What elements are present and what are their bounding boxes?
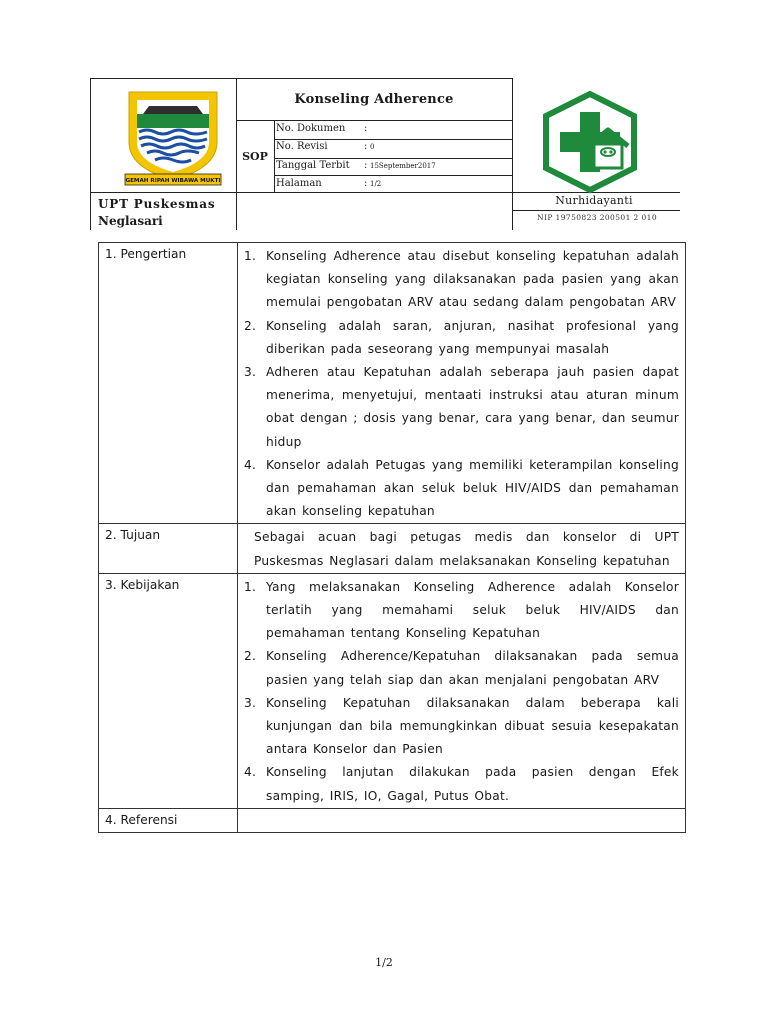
meta-key: Halaman [276,178,322,189]
meta-colon: : [364,160,368,171]
section-content [238,573,686,808]
meta-colon: : [364,141,368,152]
meta-row-revision [274,139,512,157]
section-label: 1. Pengertian [99,243,238,524]
list-item [244,576,679,646]
list-number: 2. [244,649,257,664]
list-item [244,692,679,762]
list-number: 1. [244,579,257,594]
document-title: Konseling Adherence [294,92,454,107]
list-text: Konseling adalah saran, anjuran, nasihat profesional yang diberikan pada seseorang yang mempunyai masalah [266,318,679,356]
meta-value: 0 [370,143,375,151]
signatory-nip: NIP 19750823 200501 2 010 [537,213,657,222]
unit-name-line: UPT Puskesmas [98,197,216,211]
meta-colon: : [364,178,368,189]
list-item [244,361,679,454]
sop-label: SOP [242,150,268,163]
sop-header [90,78,680,230]
purpose-paragraph: Sebagai acuan bagi petugas medis dan konselor di UPT Puskesmas Neglasari dalam melaksanakan Konseling kepatuhan [254,530,679,568]
table-row [99,243,686,524]
regional-emblem-logo [123,88,223,188]
list-number: 3. [244,695,257,710]
list-item [244,315,679,361]
list-text: Konseling Adherence/Kepatuhan dilaksanakan pada semua pasien yang telah siap dan akan menjalani pengobatan ARV [266,649,679,687]
meta-key: No. Revisi [276,141,328,152]
meta-key: Tanggal Terbit [276,160,350,171]
list-item [244,245,679,315]
signature-border [512,210,680,211]
list-item [244,454,679,524]
section-label: 2. Tujuan [99,524,238,573]
section-content [238,524,686,573]
signatory-name: Nurhidayanti [555,194,633,207]
meta-value: 15September2017 [370,162,436,170]
list-number: 4. [244,457,257,472]
list-text: Yang melaksanakan Konseling Adherence adalah Konselor terlatih yang memahami seluk beluk HIV/AIDS dan pemahaman tentang Konseling Kepatuhan [266,579,679,641]
meta-row-page [274,176,512,194]
list-number: 2. [244,318,257,333]
header-left-border [90,78,91,230]
policy-list [244,576,679,808]
svg-text:GEMAH RIPAH WIBAWA MUKTI: GEMAH RIPAH WIBAWA MUKTI [125,178,221,184]
page-number: 1/2 [375,956,393,969]
definition-list [244,245,679,523]
header-divider [512,78,513,230]
section-content [238,808,686,832]
list-text: Adheren atau Kepatuhan adalah seberapa jauh pasien dapat menerima, menyetujui, mentaati instruksi atau aturan minum obat dengan ; dosis yang benar, cara yang benar, dan seumur hidup [266,365,679,449]
list-item [244,761,679,807]
meta-value: 1/2 [370,180,382,188]
list-number: 3. [244,365,257,380]
list-text: Konselor adalah Petugas yang memiliki keterampilan konseling dan pemahaman akan seluk beluk HIV/AIDS dan pemahaman akan konseling kepatuhan [266,457,679,519]
sop-content-table [98,242,686,833]
section-content [238,243,686,524]
table-row [99,808,686,832]
table-row [99,524,686,573]
meta-colon: : [364,123,368,134]
section-label: 4. Referensi [99,808,238,832]
section-label: 3. Kebijakan [99,573,238,808]
table-row [99,573,686,808]
list-number: 4. [244,765,257,780]
meta-row-issue-date [274,158,512,176]
list-text: Konseling Adherence atau disebut konseling kepatuhan adalah kegiatan konseling yang dilaksanakan pada pasien yang akan memulai pengobatan ARV atau sedang dalam pengobatan ARV [266,249,679,310]
meta-key: No. Dokumen [276,123,346,134]
unit-name-line: Neglasari [98,214,163,228]
list-item [244,645,679,691]
meta-row-document-number [274,121,512,139]
unit-name [98,196,228,230]
list-number: 1. [244,249,257,263]
header-top-border [90,78,512,79]
list-text: Konseling Kepatuhan dilaksanakan dalam beberapa kali kunjungan dan bila memungkinkan dibuat sesuia kesepakatan antara Konselor dan Pasien [266,695,679,757]
list-text: Konseling lanjutan dilakukan pada pasien dengan Efek samping, IRIS, IO, Gagal, Putus Obat. [266,765,679,803]
puskesmas-logo [538,90,642,194]
